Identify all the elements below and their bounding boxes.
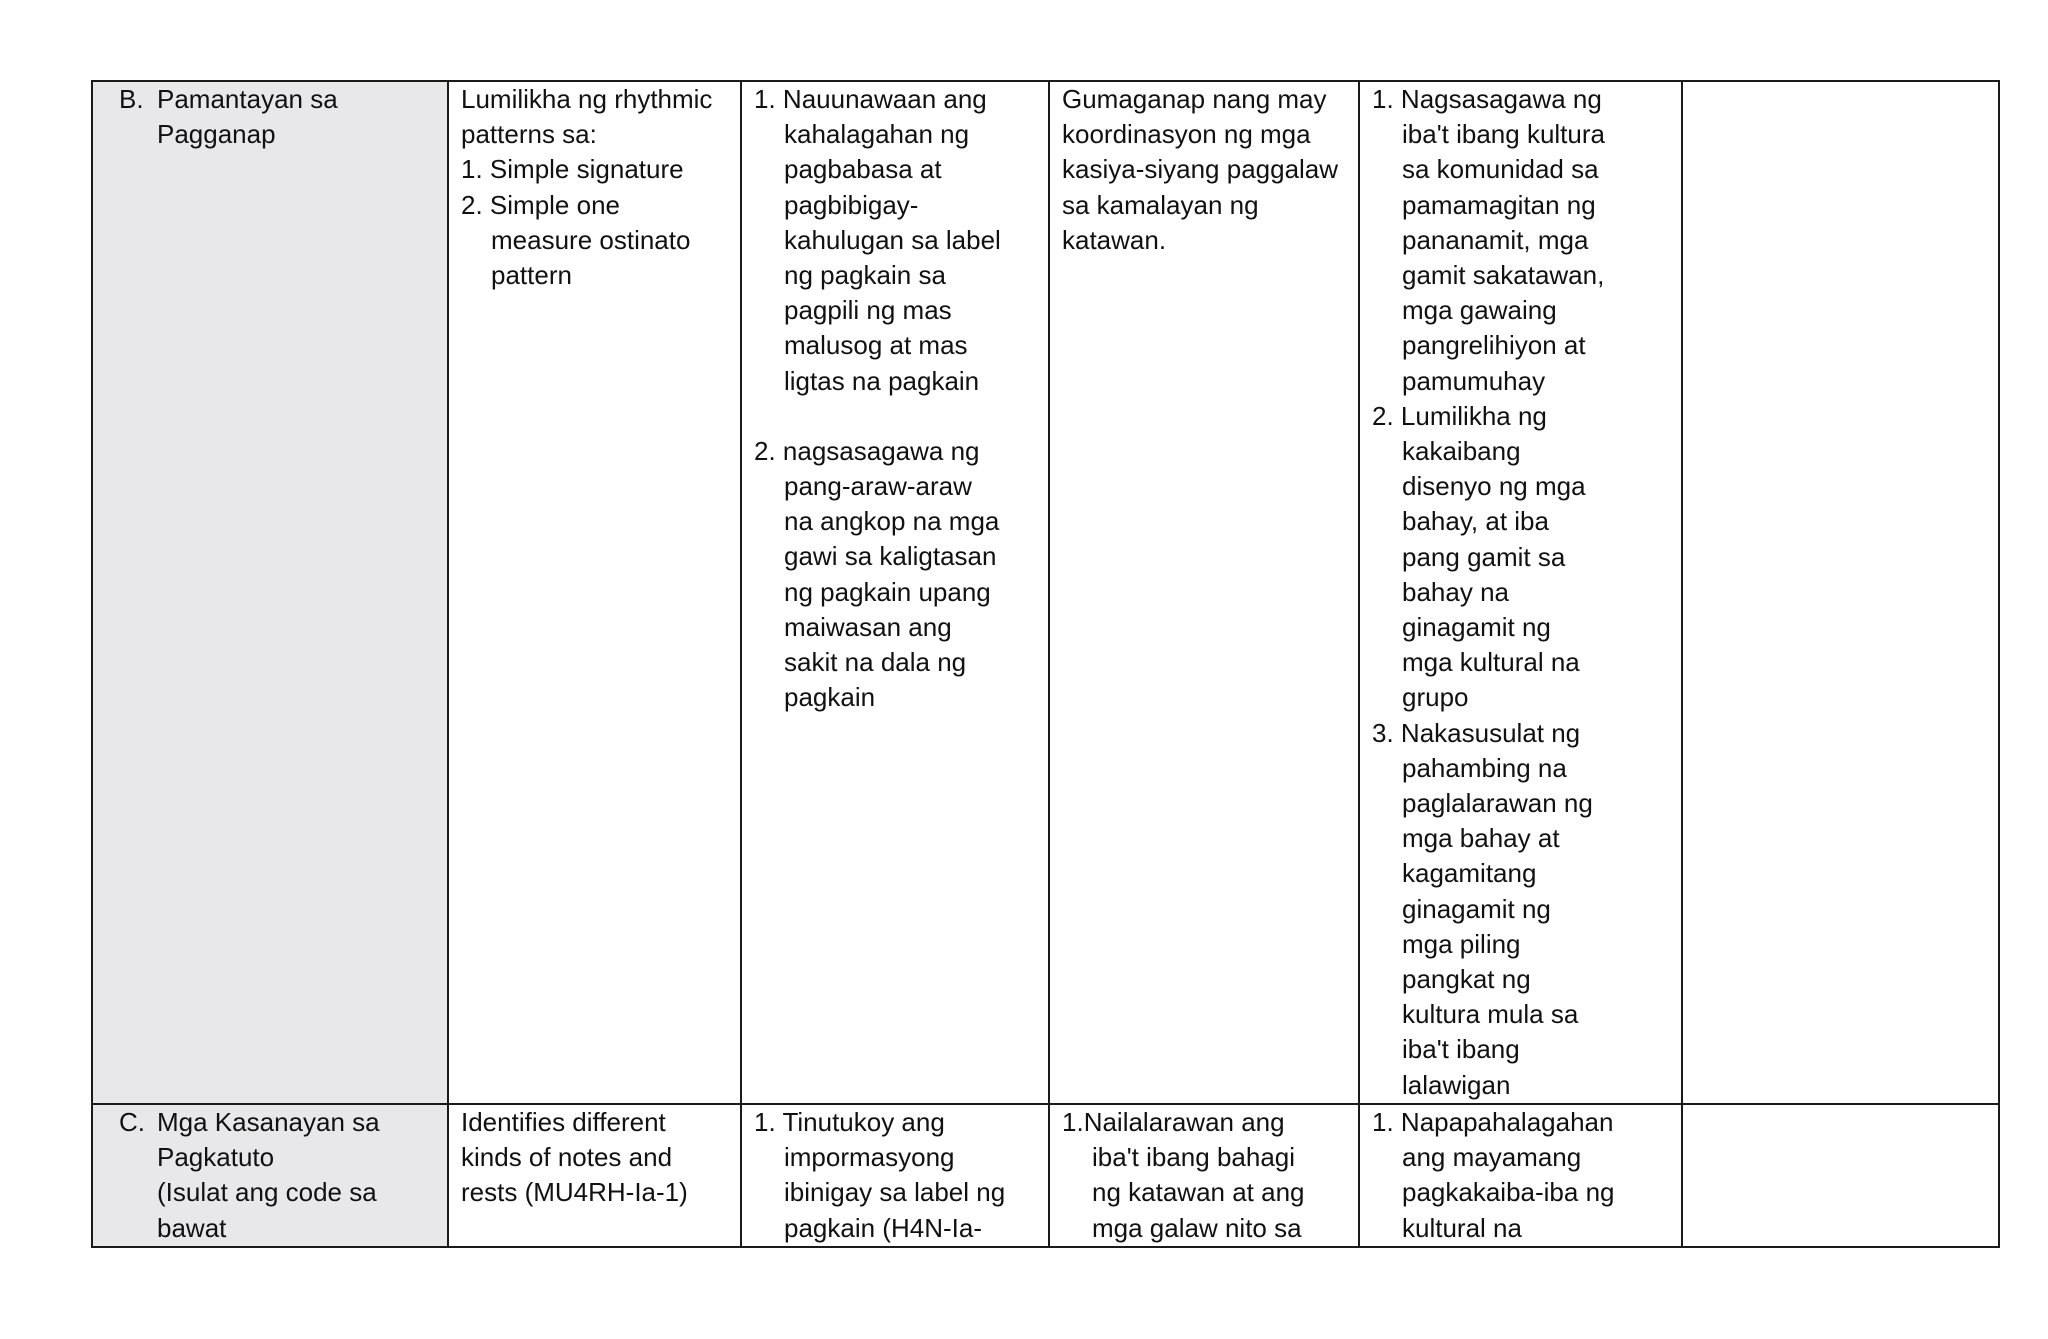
pe-cell bbox=[1049, 1104, 1359, 1247]
cell-text: Lumilikha ng rhythmic bbox=[461, 84, 713, 114]
list-item: 1. Napapahalagahan ang mayamang pagkakaiba-iba ng kultural na bbox=[1372, 1106, 1615, 1243]
arts-cell bbox=[1359, 81, 1682, 1104]
cell-text: Gumaganap nang may bbox=[1062, 84, 1327, 114]
row-letter: C. bbox=[119, 1106, 145, 1137]
numbered-list bbox=[1372, 1105, 1669, 1246]
numbered-list bbox=[754, 1105, 1036, 1246]
lesson-plan-table bbox=[91, 80, 2000, 1248]
list-item: 1. Nagsasagawa ng iba't ibang kultura sa komunidad sa pamamagitan ng pananamit, mga gamit sakatawan, mga gawaing pangrelihiyon at pamumuhay bbox=[1372, 84, 1605, 396]
list-spacer bbox=[754, 399, 1036, 434]
list-item: 2. Lumilikha ng kakaibang disenyo ng mga bahay, at iba pang gamit sa bahay na ginagamit ng mga kultural na grupo bbox=[1372, 400, 1586, 713]
list-item: 1. Tinutukoy ang impormasyong ibinigay sa label ng pagkain (H4N-Ia- bbox=[754, 1106, 1006, 1243]
list-item: 2. Simple one measure ostinato pattern bbox=[461, 189, 691, 291]
row-header-text: Mga Kasanayan sa bbox=[157, 1106, 380, 1137]
cell-text: patterns sa: bbox=[461, 119, 597, 150]
numbered-list bbox=[1062, 1105, 1346, 1246]
numbered-list bbox=[754, 82, 1036, 715]
row-header-text: bawat bbox=[157, 1212, 227, 1243]
numbered-list bbox=[461, 152, 728, 293]
empty-cell bbox=[1682, 81, 1999, 1104]
cell-text: sa kamalayan ng bbox=[1062, 189, 1259, 220]
row-letter: B. bbox=[119, 84, 144, 114]
cell-text: katawan. bbox=[1062, 224, 1167, 255]
cell-text: koordinasyon ng mga bbox=[1062, 119, 1311, 150]
health-cell bbox=[741, 1104, 1049, 1247]
cell-text: Identifies different bbox=[461, 1106, 666, 1137]
list-item: 1. Nauunawaan ang kahalagahan ng pagbabasa at pagbibigay- kahulugan sa label ng pagkain sa pagpili ng mas malusog at mas ligtas na pagkain bbox=[754, 84, 1001, 396]
row-header-cell bbox=[92, 1104, 448, 1247]
row-header-text: (Isulat ang code sa bbox=[157, 1177, 377, 1208]
cell-text: rests (MU4RH-Ia-1) bbox=[461, 1177, 688, 1208]
music-cell bbox=[448, 1104, 741, 1247]
health-cell bbox=[741, 81, 1049, 1104]
cell-text: kasiya-siyang paggalaw bbox=[1062, 154, 1339, 185]
row-header-text: Pamantayan sa bbox=[157, 84, 338, 114]
list-item: 1. Simple signature bbox=[461, 154, 684, 185]
row-header-text: Pagganap bbox=[157, 119, 276, 150]
row-header-cell bbox=[92, 81, 448, 1104]
list-item: 1.Nailalarawan ang iba't ibang bahagi ng katawan at ang mga galaw nito sa bbox=[1062, 1106, 1305, 1243]
arts-cell bbox=[1359, 1104, 1682, 1247]
numbered-list bbox=[1372, 82, 1669, 1103]
table-row bbox=[92, 1104, 1999, 1247]
row-header-text: Pagkatuto bbox=[157, 1142, 275, 1173]
table-row bbox=[92, 81, 1999, 1104]
cell-text: kinds of notes and bbox=[461, 1142, 673, 1173]
music-cell bbox=[448, 81, 741, 1104]
list-item: 2. nagsasagawa ng pang-araw-araw na angkop na mga gawi sa kaligtasan ng pagkain upang maiwasan ang sakit na dala ng pagkain bbox=[754, 435, 1000, 713]
empty-cell bbox=[1682, 1104, 1999, 1247]
list-item: 3. Nakasusulat ng pahambing na paglalarawan ng mga bahay at kagamitang ginagamit ng mga piling pangkat ng kultura mula sa iba't ibang lalawigan bbox=[1372, 717, 1593, 1100]
pe-cell bbox=[1049, 81, 1359, 1104]
